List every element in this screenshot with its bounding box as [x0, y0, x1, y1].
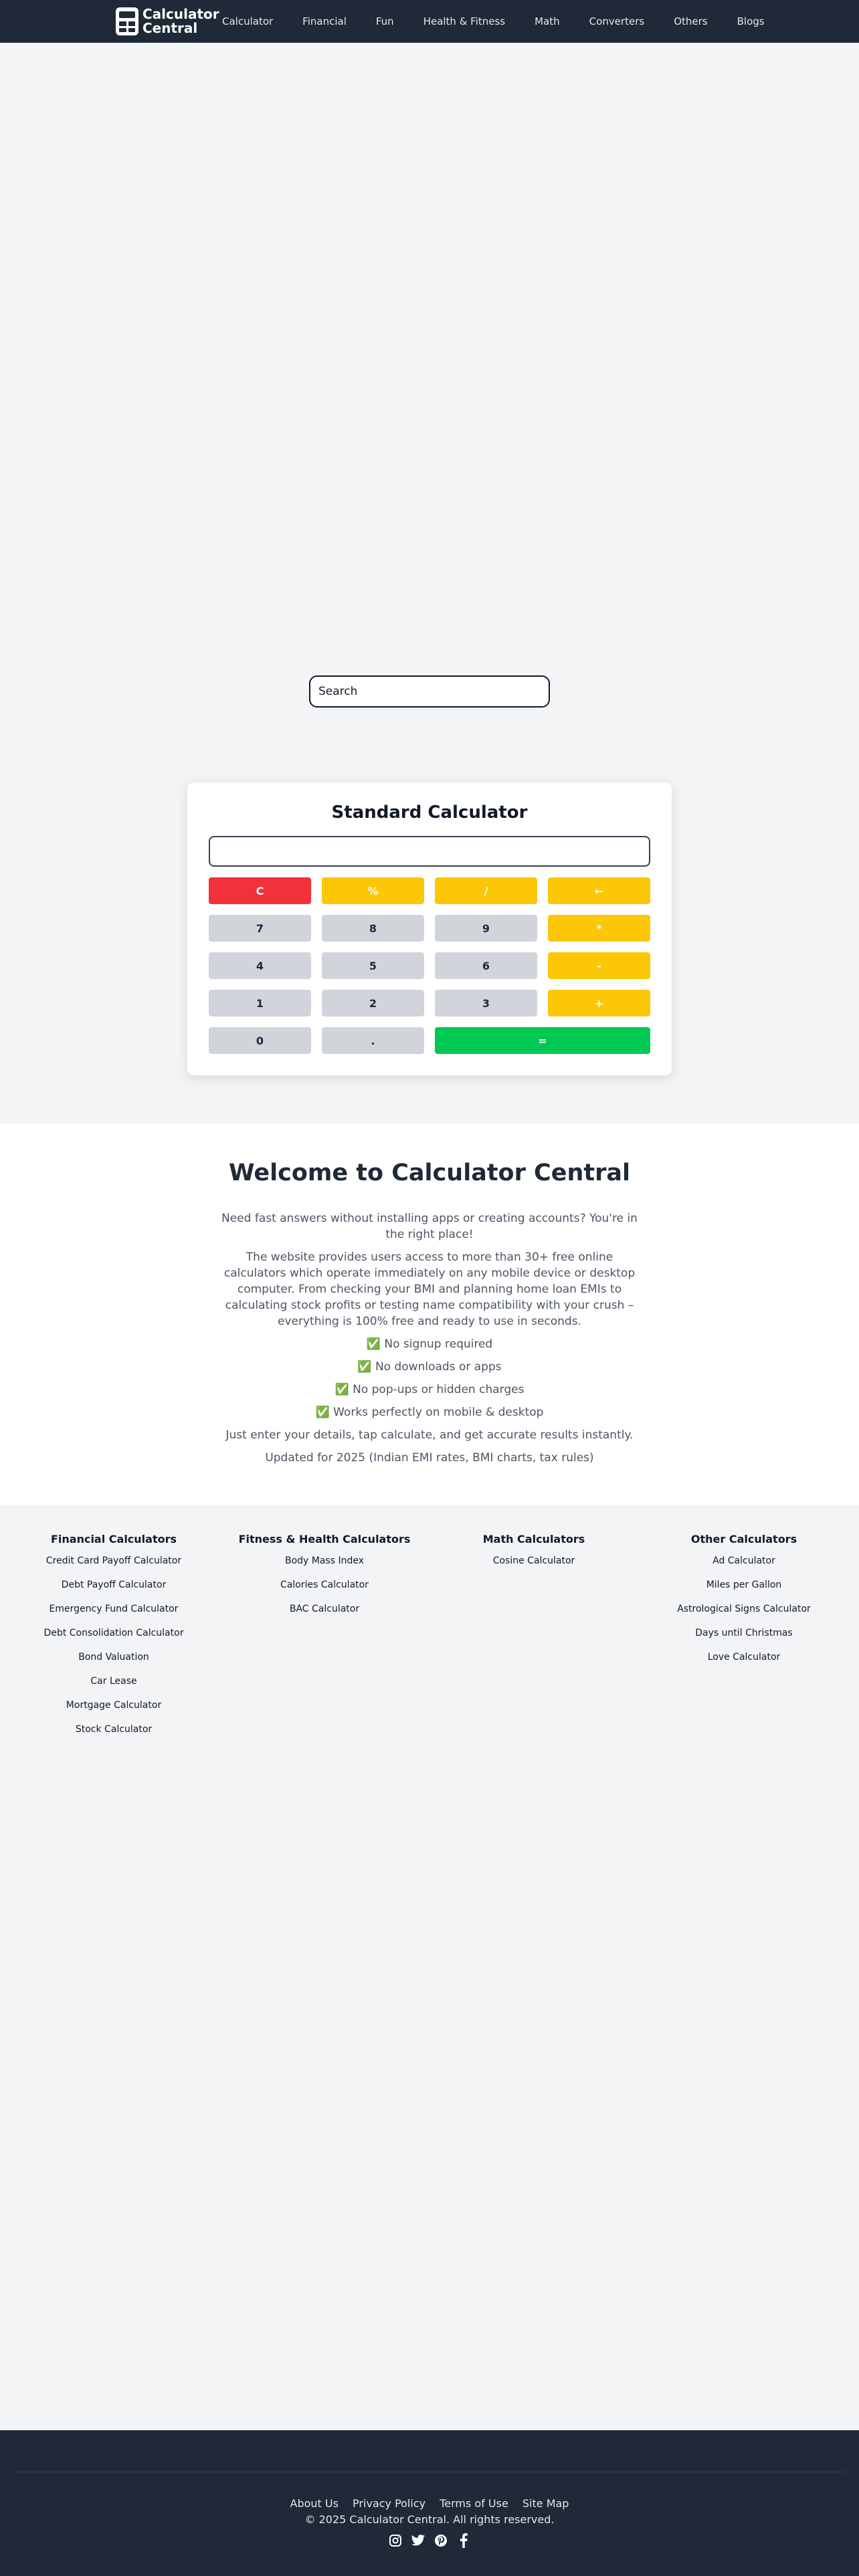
digit-6-button[interactable]: 6 [435, 952, 537, 979]
link-love[interactable]: Love Calculator [707, 1652, 781, 1662]
digit-4-button[interactable]: 4 [209, 952, 311, 979]
digit-9-button[interactable]: 9 [435, 915, 537, 942]
footer-link-privacy[interactable]: Privacy Policy [353, 2497, 426, 2510]
feature-item: ✅ No pop-ups or hidden charges [335, 1383, 524, 1396]
site-footer [0, 2430, 859, 2576]
welcome-description: The website provides users access to more than 30+ free online calculators which operate immediately on any mobile device or desktop computer. From checking your BMI and planning home loan EMIs to calculating stock profits or testing name compatibility with your crush – everything is 100% free and ready to use in seconds. [223, 1251, 636, 1328]
footer-link-about[interactable]: About Us [290, 2497, 339, 2510]
welcome-body [215, 1210, 644, 1473]
link-bond-valuation[interactable]: Bond Valuation [78, 1652, 149, 1662]
calculator-directory [0, 1505, 859, 2430]
nav-item-math[interactable]: Math [535, 15, 560, 27]
nav-item-blogs[interactable]: Blogs [737, 15, 765, 27]
plus-button[interactable]: + [548, 990, 650, 1016]
nav-item-fun[interactable]: Fun [375, 15, 394, 27]
logo-line-1: Calculator [142, 6, 219, 22]
digit-0-button[interactable]: 0 [209, 1027, 311, 1054]
column-title: Financial Calculators [50, 1533, 177, 1545]
welcome-intro: Need fast answers without installing apps or creating accounts? You're in the right place! [221, 1212, 638, 1241]
fitness-health-calculators-column [224, 1533, 425, 1627]
welcome-cta: Just enter your details, tap calculate, and get accurate results instantly. [225, 1428, 634, 1442]
backspace-button[interactable]: ← [548, 877, 650, 904]
feature-item: ✅ Works perfectly on mobile & desktop [315, 1406, 544, 1419]
financial-calculators-column [13, 1533, 214, 1747]
digit-5-button[interactable]: 5 [322, 952, 424, 979]
top-navbar [0, 0, 859, 43]
nav-item-financial[interactable]: Financial [302, 15, 347, 27]
link-debt-consolidation[interactable]: Debt Consolidation Calculator [43, 1628, 184, 1638]
nav-item-health-fitness[interactable]: Health & Fitness [423, 15, 506, 27]
ad-placeholder [0, 43, 859, 658]
standard-calculator [187, 782, 672, 1075]
digit-1-button[interactable]: 1 [209, 990, 311, 1016]
logo-line-2: Central [142, 20, 198, 36]
link-cosine[interactable]: Cosine Calculator [492, 1555, 575, 1566]
math-calculators-column [434, 1533, 634, 1579]
link-car-lease[interactable]: Car Lease [90, 1676, 137, 1687]
minus-button[interactable]: - [548, 952, 650, 979]
calculator-logo-icon [116, 7, 138, 35]
digit-7-button[interactable]: 7 [209, 915, 311, 942]
other-calculators-column [644, 1533, 844, 1675]
twitter-icon[interactable] [411, 2533, 425, 2548]
copyright: © 2025 Calculator Central. All rights reserved. [304, 2513, 555, 2526]
calculator-display[interactable] [209, 836, 650, 867]
calculator-title: Standard Calculator [331, 802, 528, 823]
digit-3-button[interactable]: 3 [435, 990, 537, 1016]
facebook-icon[interactable] [456, 2533, 471, 2548]
feature-item: ✅ No signup required [366, 1337, 493, 1351]
link-bac[interactable]: BAC Calculator [289, 1604, 360, 1614]
welcome-updated: Updated for 2025 (Indian EMI rates, BMI charts, tax rules) [265, 1451, 594, 1465]
column-title: Other Calculators [690, 1533, 797, 1545]
nav-item-others[interactable]: Others [674, 15, 708, 27]
percent-button[interactable]: % [322, 877, 424, 904]
digit-2-button[interactable]: 2 [322, 990, 424, 1016]
link-ad[interactable]: Ad Calculator [712, 1555, 775, 1566]
site-logo[interactable] [116, 7, 219, 36]
link-bmi[interactable]: Body Mass Index [284, 1555, 365, 1566]
link-emergency-fund[interactable]: Emergency Fund Calculator [49, 1604, 179, 1614]
link-mpg[interactable]: Miles per Gallon [706, 1580, 782, 1590]
footer-link-sitemap[interactable]: Site Map [522, 2497, 569, 2510]
multiply-button[interactable]: * [548, 915, 650, 942]
main-menu [222, 0, 765, 43]
logo-text [142, 7, 219, 35]
search-input[interactable] [309, 675, 550, 708]
link-days-until-christmas[interactable]: Days until Christmas [695, 1628, 793, 1638]
decimal-button[interactable]: . [322, 1027, 424, 1054]
link-astrological-signs[interactable]: Astrological Signs Calculator [677, 1604, 811, 1614]
clear-button[interactable]: C [209, 877, 311, 904]
instagram-icon[interactable] [388, 2533, 403, 2548]
nav-item-calculator[interactable]: Calculator [222, 15, 274, 27]
column-title: Math Calculators [482, 1533, 585, 1545]
equals-button[interactable]: = [435, 1027, 650, 1054]
link-debt-payoff[interactable]: Debt Payoff Calculator [61, 1580, 167, 1590]
calculator-keypad [209, 877, 650, 1054]
link-stock[interactable]: Stock Calculator [75, 1724, 153, 1735]
footer-link-terms[interactable]: Terms of Use [440, 2497, 508, 2510]
link-mortgage[interactable]: Mortgage Calculator [66, 1700, 162, 1711]
column-title: Fitness & Health Calculators [238, 1533, 411, 1545]
welcome-section [0, 1123, 859, 1505]
nav-item-converters[interactable]: Converters [589, 15, 645, 27]
social-links [0, 2533, 859, 2548]
link-calories[interactable]: Calories Calculator [280, 1580, 369, 1590]
footer-links [0, 2497, 859, 2510]
link-credit-card-payoff[interactable]: Credit Card Payoff Calculator [45, 1555, 182, 1566]
divide-button[interactable]: / [435, 877, 537, 904]
pinterest-icon[interactable] [434, 2533, 448, 2548]
feature-item: ✅ No downloads or apps [357, 1360, 502, 1374]
welcome-title: Welcome to Calculator Central [229, 1160, 630, 1186]
digit-8-button[interactable]: 8 [322, 915, 424, 942]
